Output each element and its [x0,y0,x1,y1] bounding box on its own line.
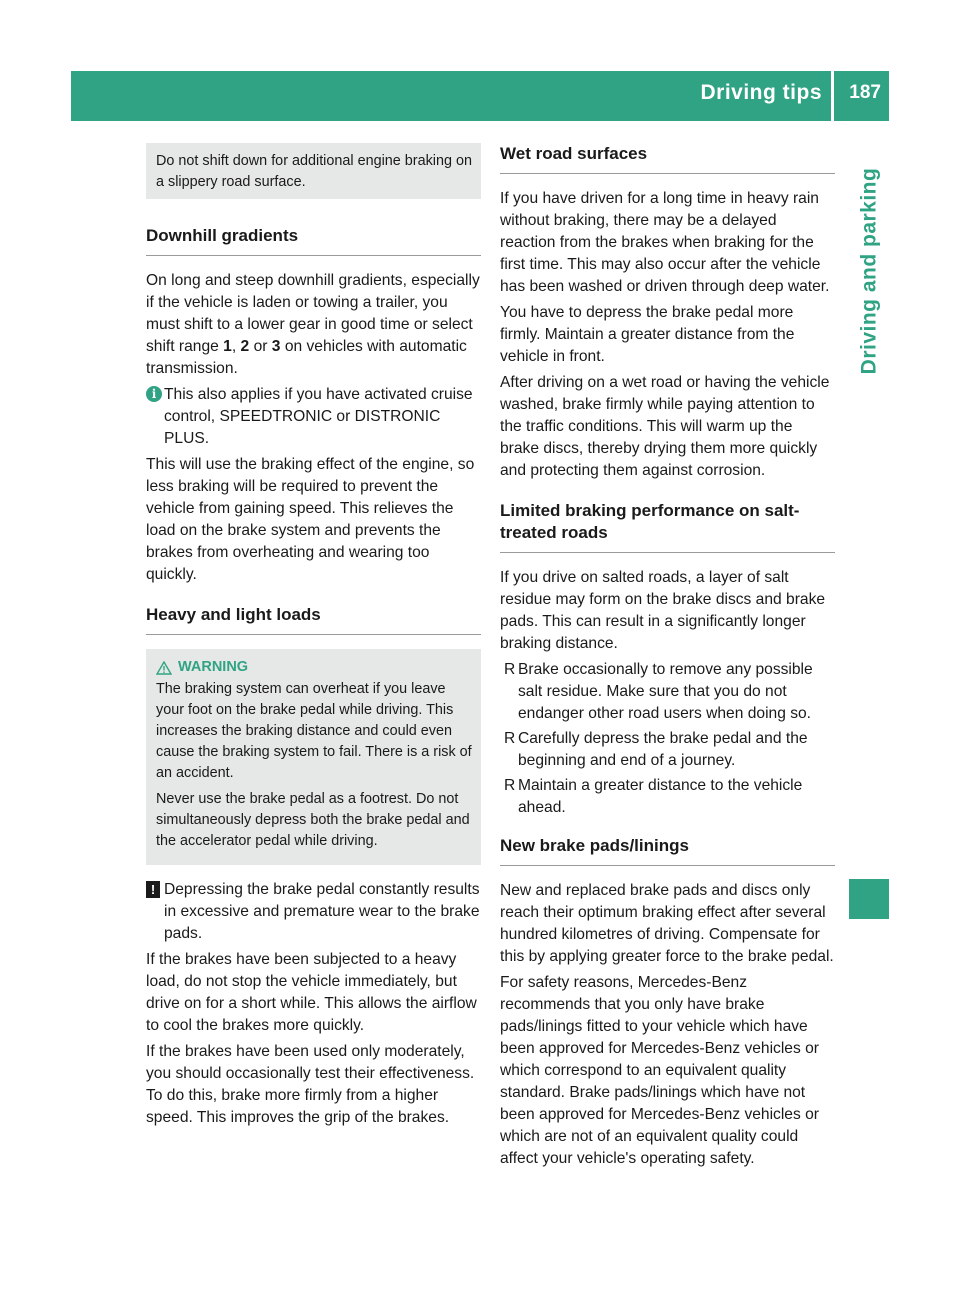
page-section-title: Driving tips [700,81,822,104]
note-box: Do not shift down for additional engine braking on a slippery road surface. [146,143,481,199]
downhill-paragraph-2: This will use the braking effect of the engine, so less braking will be required to prevent the vehicle from gaining speed. This relieves the load on the brake system and prevents the brakes from overheating and wearing too quickly. [146,456,475,583]
heavy-paragraph-2: If the brakes have been used only moderately, you should occasionally test their effectiveness. To do this, brake more firmly from a higher speed. This improves the grip of the brakes. [146,1043,475,1126]
heading-wet-road-surfaces: Wet road surfaces [500,143,835,174]
heading-downhill-gradients: Downhill gradients [146,225,481,256]
warning-title: WARNING [156,657,473,678]
info-note [146,384,481,450]
side-chapter-tab [849,121,889,441]
caution-note [146,879,481,945]
heavy-paragraph-1: If the brakes have been subjected to a heavy load, do not stop the vehicle immediately, but drive on for a short while. This allows the airflow to cool the brakes more quickly. [146,951,477,1034]
heading-heavy-light-loads: Heavy and light loads [146,604,481,635]
warning-text-2: Never use the brake pedal as a footrest. Do not simultaneously depress both the brake pedal and the accelerator pedal while driving. [156,791,470,849]
list-item: R Maintain a greater distance to the vehicle ahead. [504,777,803,816]
exclamation-icon: ! [146,881,160,898]
heading-new-brake-pads: New brake pads/linings [500,835,835,866]
header-divider [831,71,834,121]
header-bar [71,71,889,121]
caution-text: Depressing the brake pedal constantly results in excessive and premature wear to the brake pads. [164,881,480,942]
chapter-marker [849,879,889,919]
wet-paragraph-2: You have to depress the brake pedal more firmly. Maintain a greater distance from the vehicle in front. [500,304,795,365]
list-item: R Carefully depress the brake pedal and the beginning and end of a journey. [504,730,808,769]
left-column [146,143,481,1133]
wet-paragraph-1: If you have driven for a long time in heavy rain without braking, there may be a delayed reaction from the brakes when braking for the first time. This may also occur after the vehicle has been washed or driven through deep water. [500,190,830,295]
pads-paragraph-1: New and replaced brake pads and discs only reach their optimum braking effect after several hundred kilometres of driving. Compensate for this by applying greater force to the brake pedal. [500,882,834,965]
info-text: This also applies if you have activated cruise control, SPEEDTRONIC or DISTRONIC PLUS. [164,386,473,447]
right-column [500,143,835,1174]
chapter-label: Driving and parking [857,167,881,375]
salt-bullet-list [500,659,835,819]
pads-paragraph-2: For safety reasons, Mercedes-Benz recommends that you only have brake pads/linings fitted to your vehicle which have been approved for Mercedes-Benz vehicles or which correspond to an equivalent quality standard. Brake pads/linings which have not been approved for Mercedes-Benz vehicles or which are not of an equivalent quality could affect your vehicle's operating safety. [500,974,819,1167]
page-number: 187 [849,82,881,103]
wet-paragraph-3: After driving on a wet road or having the vehicle washed, brake firmly while paying attention to the traffic conditions. This will warm up the brake discs, thereby drying them more quickly and protecting them against corrosion. [500,374,830,479]
info-icon: i [146,386,162,402]
heading-salt-treated-roads: Limited braking performance on salt-treated roads [500,500,835,553]
downhill-paragraph: On long and steep downhill gradients, especially if the vehicle is laden or towing a trailer, you must shift to a lower gear in good time or select shift range 1, 2 or 3 on vehicles with automatic transmission. [146,272,480,377]
warning-box [146,649,481,865]
warning-text-1: The braking system can overheat if you leave your foot on the brake pedal while driving. This increases the braking distance and could even cause the braking system to fail. There is a risk of an accident. [156,681,472,781]
list-item: R Brake occasionally to remove any possible salt residue. Make sure that you do not endanger other road users when doing so. [504,661,813,722]
warning-triangle-icon [156,661,172,675]
salt-paragraph: If you drive on salted roads, a layer of salt residue may form on the brake discs and brake pads. This can result in a significantly longer braking distance. [500,569,826,652]
